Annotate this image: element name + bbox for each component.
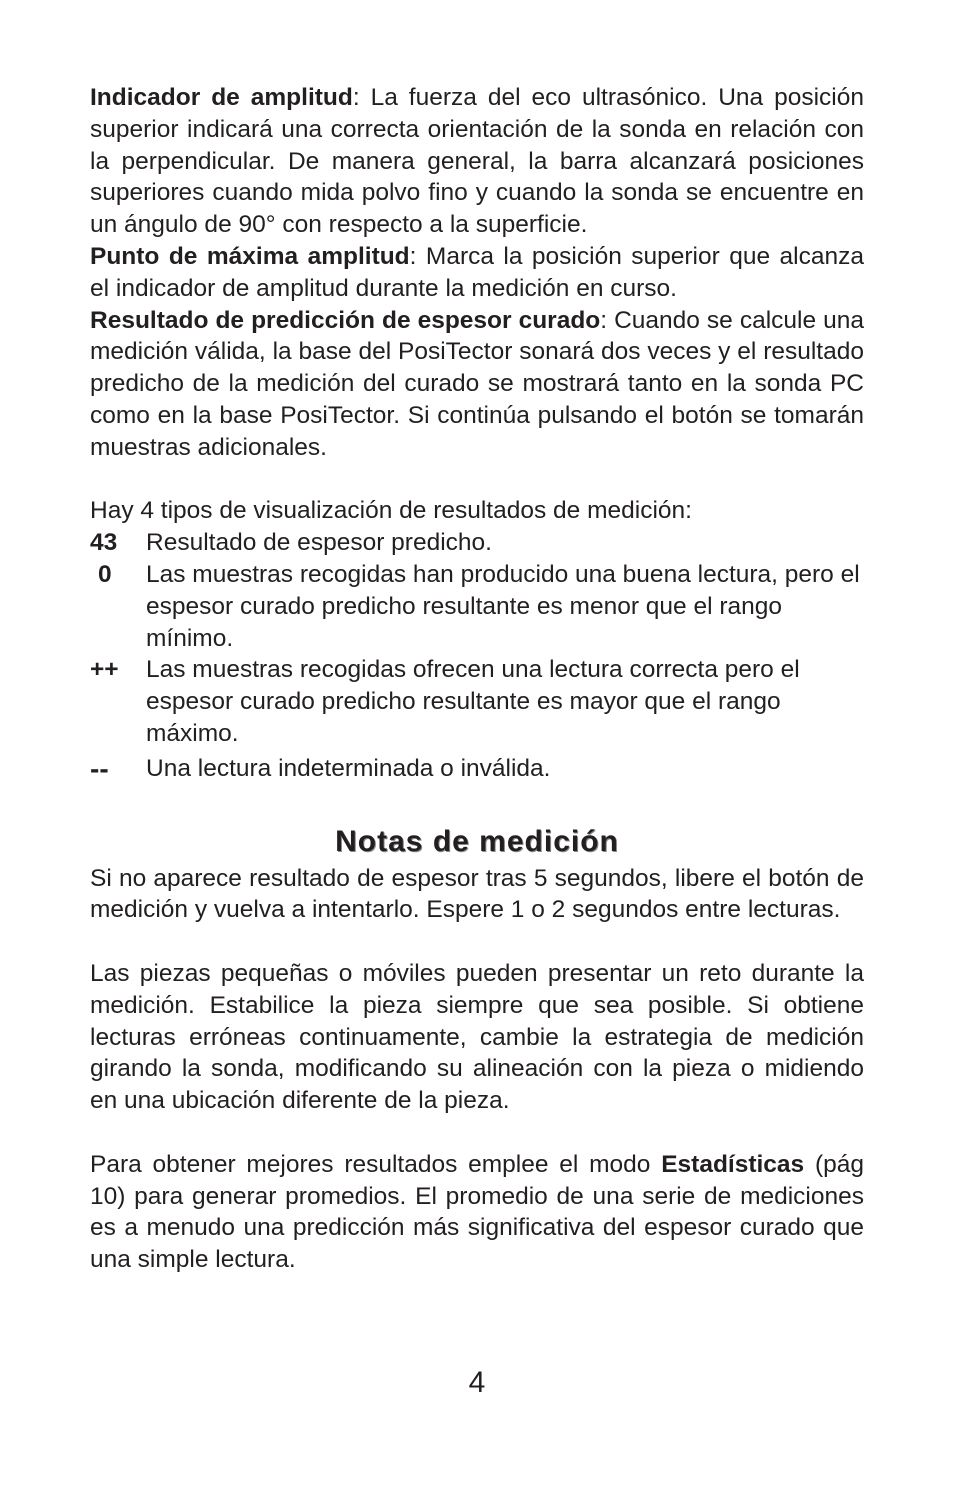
list-item-text: Una lectura indeterminada o inválida. [146,754,551,782]
spacer [90,464,864,496]
spacer [90,1117,864,1149]
list-item-marker: ++ [90,656,119,684]
list-item-text: Resultado de espesor predicho. [146,529,492,557]
note-3-text-after: (pág 10) para generar promedios. El promedio de una serie de mediciones es a menudo una predicción más significativa del espesor curado que una simple lectura. [90,1150,865,1274]
list-item-marker: 43 [90,529,118,557]
note-paragraph-3 [90,1149,864,1276]
paragraph-max-amplitude-point [90,241,864,305]
list-item-marker: -- [90,752,109,784]
section-heading: Notas de medición [335,824,619,858]
definition-cured-thickness-result: : Cuando se calcule una medición válida, la base del PosiTector sonará dos veces y el resultado predicho de la medición del curado se mostrará tanto en la sonda PC como en la base PosiTector. Si continúa pulsando el botón se tomarán muestras adicionales. [90,306,864,461]
list-item-dash-dash [90,753,864,785]
term-cured-thickness-result: Resultado de predicción de espesor curado [90,306,601,334]
statistics-mode-term: Estadísticas [661,1150,805,1178]
definition-max-amplitude-point: : Marca la posición superior que alcanza el indicador de amplitud durante la medición en curso. [90,242,864,302]
list-item-text: Las muestras recogidas han producido una buena lectura, pero el espesor curado predicho resultante es menor que el rango mínimo. [146,560,860,652]
spacer [90,926,864,958]
note-paragraph-1: Si no aparece resultado de espesor tras 5 segundos, libere el botón de medición y vuelva a intentarlo. Espere 1 o 2 segundos entre lecturas. [90,864,864,924]
list-item-43 [90,527,864,559]
list-item-marker: 0 [98,560,112,588]
result-display-list [90,527,864,784]
paragraph-amplitude-indicator [90,82,864,241]
term-max-amplitude-point: Punto de máxima amplitud [90,242,410,270]
note-3-text-before: Para obtener mejores resultados emplee el modo [90,1150,662,1178]
list-item-0 [90,559,864,654]
list-item-text: Las muestras recogidas ofrecen una lectura correcta pero el espesor curado predicho resultante es mayor que el rango máximo. [146,656,800,747]
list-item-plus-plus [90,654,864,749]
document-page [90,82,864,1276]
list-intro: Hay 4 tipos de visualización de resultados de medición: [90,497,692,525]
term-amplitude-indicator: Indicador de amplitud [90,84,353,111]
paragraph-cured-thickness-result [90,305,864,464]
note-paragraph-2: Las piezas pequeñas o móviles pueden presentar un reto durante la medición. Estabilice la pieza siempre que sea posible. Si obtiene lecturas erróneas continuamente, cambie la estrategia de medición girando la sonda, modificando su alineación con la pieza o midiendo en una ubicación diferente de la pieza. [90,959,864,1115]
definition-amplitude-indicator: : La fuerza del eco ultrasónico. Una posición superior indicará una correcta orientación de la sonda en relación con la perpendicular. De manera general, la barra alcanzará posiciones superiores cuando mida polvo fino y cuando la sonda se encuentre en un ángulo de 90° con respecto a la superficie. [90,84,864,239]
page-number: 4 [468,1366,486,1399]
